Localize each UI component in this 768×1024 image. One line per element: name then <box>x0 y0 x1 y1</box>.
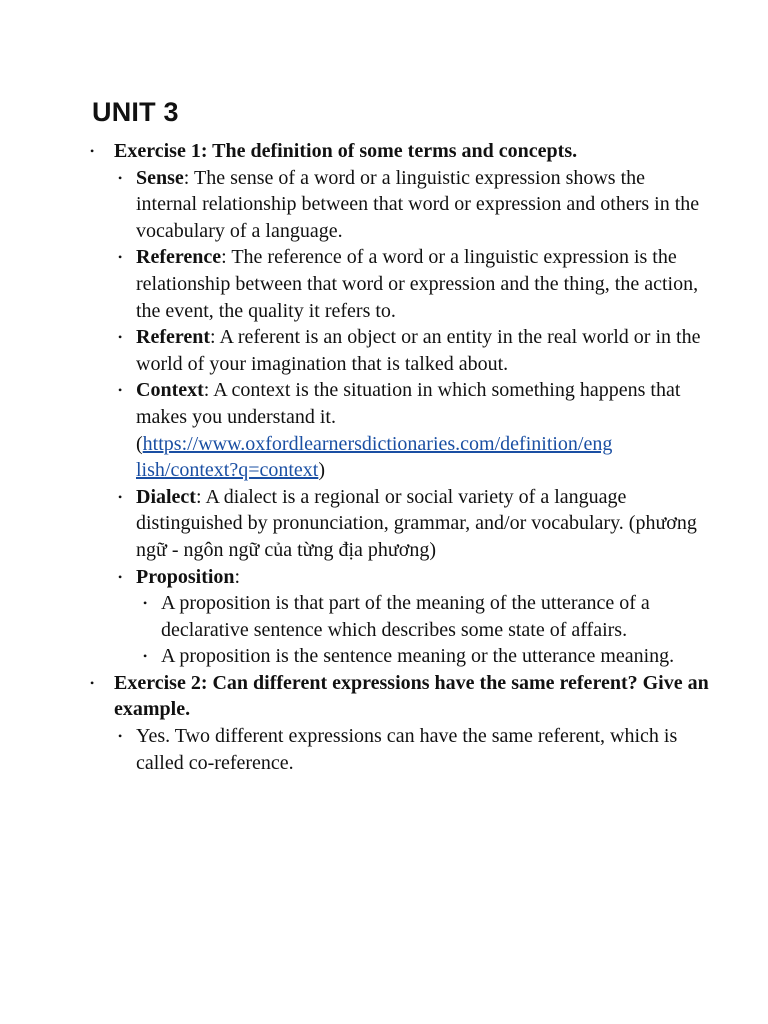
proposition-point: • A proposition is the sentence meaning or the utterance meaning. <box>138 643 710 670</box>
paren-open: ( <box>136 432 143 455</box>
definition-referent <box>114 324 710 377</box>
exercise-2-heading: Exercise 2: Can different expressions have the same referent? Give an example. <box>114 671 709 721</box>
definition-proposition <box>114 564 710 670</box>
term-label: Reference <box>136 246 222 269</box>
oxford-dictionary-link[interactable]: https://www.oxfordlearnersdictionaries.com/definition/eng lish/context?q=context <box>136 432 613 482</box>
proposition-point: • A proposition is that part of the meaning of the utterance of a declarative sentence which describes some state of affairs. <box>138 590 710 643</box>
exercise-2 <box>80 670 710 776</box>
definition-list <box>114 165 710 670</box>
answer-list <box>114 723 710 776</box>
definition-text: : <box>234 565 241 588</box>
definition-text: : The reference of a word or a linguistic expression is the relationship between that word or expression and the thing, the action, the event, the quality it refers to. <box>136 246 699 322</box>
term-label: Context <box>136 379 204 402</box>
definition-text: : A dialect is a regional or social variety of a language distinguished by pronunciation, grammar, and/or vocabulary. (phương ngữ - ngôn ngữ của từng địa phương) <box>136 485 697 561</box>
exercise-1-heading: Exercise 1: The definition of some terms and concepts. <box>114 140 578 162</box>
definition-text: : A referent is an object or an entity in the real world or in the world of your imagination that is talked about. <box>136 326 701 375</box>
exercise-list <box>80 138 710 776</box>
definition-text: : A context is the situation in which something happens that makes you understand it. <box>136 379 681 428</box>
definition-dialect <box>114 484 710 564</box>
definition-text: : The sense of a word or a linguistic expression shows the internal relationship between that word or expression and others in the vocabulary of a language. <box>136 166 700 242</box>
definition-context <box>114 377 710 483</box>
proposition-points <box>138 590 710 670</box>
page-title: UNIT 3 <box>92 97 179 127</box>
paren-close: ) <box>318 459 326 482</box>
definition-sense <box>114 165 710 245</box>
definition-reference <box>114 244 710 324</box>
exercise-1 <box>80 138 710 670</box>
term-label: Referent <box>136 326 211 349</box>
term-label: Proposition <box>136 565 235 588</box>
term-label: Sense <box>136 166 184 189</box>
document-body <box>80 138 710 776</box>
exercise-2-answer: • Yes. Two different expressions can have the same referent, which is called co-reference. <box>114 723 710 776</box>
term-label: Dialect <box>136 485 196 508</box>
